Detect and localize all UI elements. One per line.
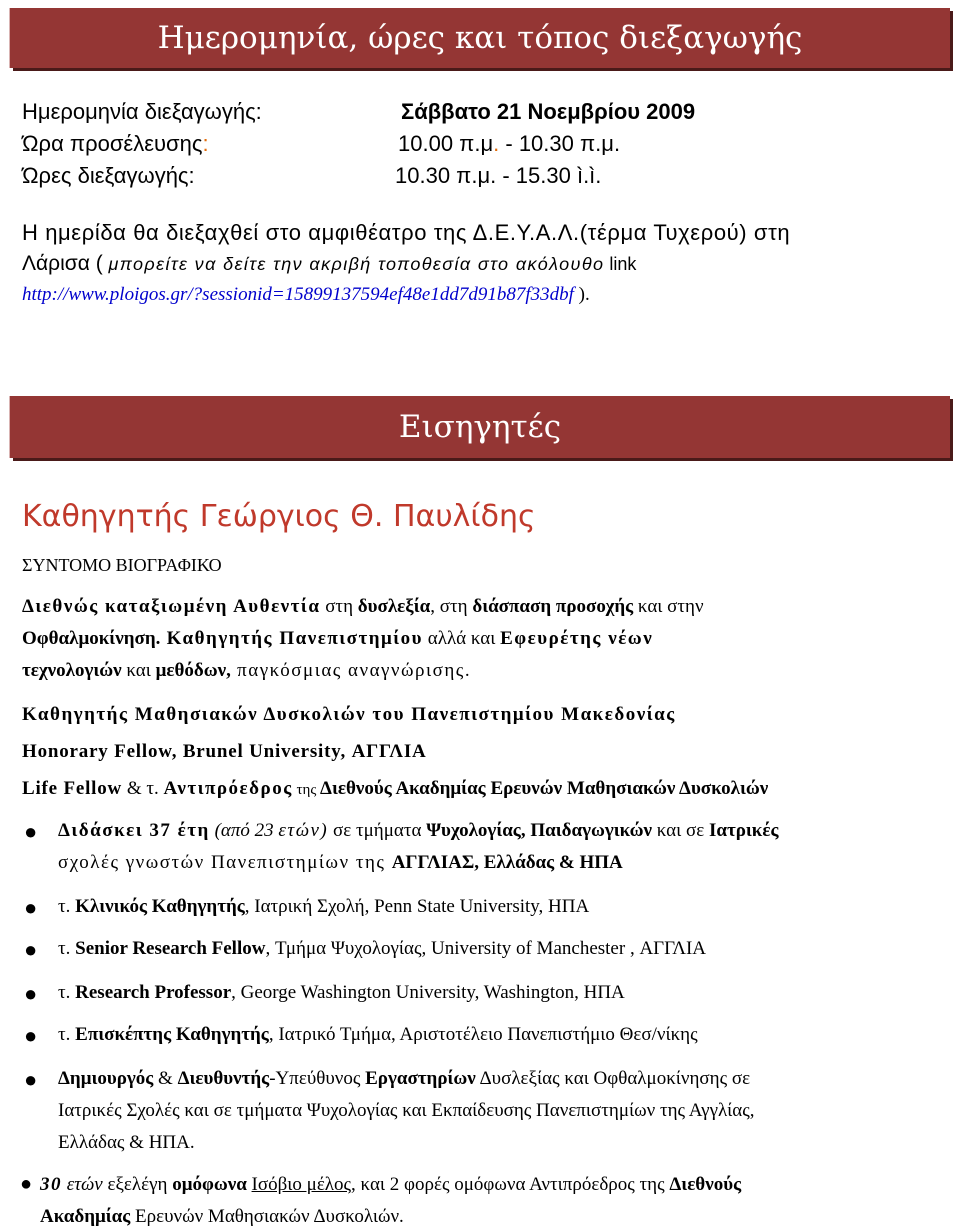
bio-text: και στην bbox=[633, 596, 704, 617]
bio-text: και bbox=[121, 660, 156, 681]
date-label: Ημερομηνία διεξαγωγής: bbox=[22, 99, 262, 124]
venue-note: μπορείτε να δείτε την ακριβή τοποθεσία στο ακόλουθο bbox=[108, 254, 605, 274]
venue-url-suffix: ). bbox=[573, 284, 590, 305]
bullet-icon: ● bbox=[24, 1067, 38, 1092]
bio-text: & τ. bbox=[122, 778, 164, 799]
item-text: , Ιατρικό Τμήμα, Αριστοτέλειο Πανεπιστήμιο Θεσ/νίκης bbox=[268, 1024, 698, 1045]
bio-text: της bbox=[292, 782, 321, 798]
bio-life-fellow: Life Fellow bbox=[22, 778, 123, 799]
item-text: 30 bbox=[40, 1174, 62, 1195]
item-text: Παιδαγωγικών bbox=[530, 820, 653, 841]
bio-academy: Διεθνούς Ακαδημίας Ερευνών Μαθησιακών Δυσκολιών bbox=[320, 778, 769, 799]
list-item bbox=[58, 896, 589, 918]
item-text: -Υπεύθυνος bbox=[269, 1068, 366, 1089]
item-text: Δημιουργός bbox=[58, 1068, 154, 1089]
arrival-end: - 10.30 π.μ. bbox=[499, 131, 621, 156]
hours-label: Ώρες διεξαγωγής: bbox=[22, 163, 195, 188]
item-text: ομόφωνα bbox=[172, 1174, 247, 1195]
bullet-icon: ● bbox=[24, 819, 38, 844]
bio-dyslexia: δυσλεξία bbox=[357, 596, 431, 617]
list-item bbox=[58, 820, 778, 842]
item-text: Ιατρικές bbox=[708, 820, 779, 841]
bio-eye-movement: Οφθαλμοκίνηση. bbox=[22, 628, 161, 649]
bullet-icon: ● bbox=[24, 981, 38, 1006]
arrival-label: Ώρα προσέλευσης bbox=[22, 131, 203, 156]
bio-recognition: παγκόσμιας αναγνώρισης. bbox=[230, 660, 472, 681]
item-text: , Τμήμα Ψυχολογίας, University of Manchester , ΑΓΓΛΙΑ bbox=[265, 938, 707, 959]
item-text: , Ιατρική Σχολή, Penn State University, ΗΠΑ bbox=[244, 896, 590, 917]
bullet-icon: ● bbox=[24, 937, 38, 962]
item-text: και σε bbox=[652, 820, 709, 841]
list-item bbox=[40, 1174, 741, 1196]
list-item bbox=[58, 982, 625, 1004]
bio-text: αλλά και bbox=[423, 628, 501, 649]
speaker-name: Καθηγητής Γεώργιος Θ. Παυλίδης bbox=[22, 499, 536, 534]
list-item-continuation: Ιατρικές Σχολές και σε τμήματα Ψυχολογίας και Εκπαίδευσης Πανεπιστημίων της Αγγλίας, bbox=[58, 1100, 755, 1121]
venue-city: Λάρισα ( bbox=[22, 252, 109, 275]
bio-professor-line: Καθηγητής Μαθησιακών Δυσκολιών του Πανεπιστημίου Μακεδονίας bbox=[22, 704, 676, 725]
item-text: ετών bbox=[62, 1174, 103, 1195]
item-text: τ. bbox=[58, 938, 76, 959]
item-text: Εργαστηρίων bbox=[365, 1068, 476, 1089]
banner-title: Ημερομηνία, ώρες και τόπος διεξαγωγής bbox=[157, 20, 803, 56]
item-text: Επισκέπτης Καθηγητής bbox=[75, 1024, 269, 1045]
bio-methods: μεθόδων, bbox=[155, 660, 231, 681]
item-text: σχολές γνωστών Πανεπιστημίων της bbox=[58, 852, 392, 873]
item-text: ετών) bbox=[278, 820, 329, 841]
item-text: τ. bbox=[58, 982, 76, 1003]
list-item-continuation bbox=[58, 852, 623, 874]
bullet-icon: ● bbox=[20, 1173, 33, 1195]
item-text: (από 23 bbox=[209, 820, 279, 841]
bio-heading: ΣΥΝΤΟΜΟ ΒΙΟΓΡΑΦΙΚΟ bbox=[22, 555, 222, 575]
item-text: σε τμήματα bbox=[328, 820, 427, 841]
venue-link-word: link bbox=[604, 254, 637, 274]
arrival-row bbox=[22, 131, 209, 157]
venue-url-link[interactable]: http://www.ploigos.gr/?sessionid=15899137594ef48e1dd7d91b87f33dbf bbox=[22, 284, 574, 305]
item-text: Διδάσκει 37 έτη bbox=[58, 820, 210, 841]
item-text: Διευθυντής bbox=[177, 1068, 270, 1089]
arrival-start: 10.00 π.μ bbox=[398, 131, 494, 156]
arrival-colon: : bbox=[202, 131, 209, 156]
bio-line2 bbox=[22, 628, 653, 650]
item-text: Ερευνών Μαθησιακών Δυσκολιών. bbox=[130, 1206, 404, 1227]
item-text: τ. bbox=[58, 896, 76, 917]
section-banner-schedule bbox=[10, 8, 950, 68]
bio-vice-president: Αντιπρόεδρος bbox=[163, 778, 293, 799]
section-banner-speakers bbox=[10, 396, 950, 458]
item-text: Κλινικός Καθηγητής bbox=[75, 896, 245, 917]
bio-line3 bbox=[22, 660, 471, 682]
bio-line1 bbox=[22, 596, 704, 618]
arrival-dot: . bbox=[493, 131, 500, 156]
list-item bbox=[58, 1068, 750, 1090]
list-item-continuation bbox=[40, 1206, 404, 1228]
bio-honorary-line: Honorary Fellow, Brunel University, ΑΓΓΛΙΑ bbox=[22, 741, 427, 762]
bio-adhd: διάσπαση προσοχής bbox=[472, 596, 634, 617]
bio-professor: Καθηγητής Πανεπιστημίου bbox=[160, 628, 424, 649]
item-text: Ακαδημίας bbox=[40, 1206, 131, 1227]
list-item bbox=[58, 1024, 698, 1046]
item-text: εξελέγη bbox=[102, 1174, 173, 1195]
venue-line2 bbox=[22, 252, 636, 276]
item-text: Senior Research Fellow bbox=[75, 938, 266, 959]
venue-line1: Η ημερίδα θα διεξαχθεί στο αμφιθέατρο της Δ.Ε.Υ.Α.Λ.(τέρμα Τυχερού) στη bbox=[22, 220, 791, 245]
date-value: Σάββατο 21 Νοεμβρίου 2009 bbox=[401, 99, 696, 124]
item-text: & bbox=[153, 1068, 178, 1089]
item-text: Ισόβιο μέλος bbox=[251, 1174, 352, 1195]
item-text: , George Washington University, Washington, ΗΠΑ bbox=[231, 982, 625, 1003]
bio-text: στη bbox=[320, 596, 358, 617]
list-item-continuation: Ελλάδας & ΗΠΑ. bbox=[58, 1132, 195, 1153]
item-text: ΑΓΓΛΙΑΣ, Ελλάδας & ΗΠΑ bbox=[391, 852, 623, 873]
bio-authority: Διεθνώς καταξιωμένη Αυθεντία bbox=[22, 596, 321, 617]
banner-title: Εισηγητές bbox=[398, 409, 562, 445]
bio-technologies: τεχνολογιών bbox=[22, 660, 122, 681]
item-text: Research Professor bbox=[75, 982, 232, 1003]
bullet-icon: ● bbox=[24, 1023, 38, 1048]
item-text: Ψυχολογίας, bbox=[426, 820, 526, 841]
list-item bbox=[58, 938, 706, 960]
item-text: Δυσλεξίας και Οφθαλμοκίνησης σε bbox=[475, 1068, 751, 1089]
bio-text: , στη bbox=[430, 596, 473, 617]
venue-line3 bbox=[22, 284, 590, 306]
bio-inventor: Εφευρέτης νέων bbox=[500, 628, 654, 649]
bio-life-fellow-line bbox=[22, 778, 768, 800]
arrival-value bbox=[398, 131, 620, 157]
item-text: Διεθνούς bbox=[669, 1174, 742, 1195]
item-text: τ. bbox=[58, 1024, 76, 1045]
item-text: , και 2 φορές ομόφωνα Αντιπρόεδρος της bbox=[351, 1174, 670, 1195]
hours-value: 10.30 π.μ. - 15.30 ì.ì. bbox=[395, 163, 602, 188]
bullet-icon: ● bbox=[24, 895, 38, 920]
